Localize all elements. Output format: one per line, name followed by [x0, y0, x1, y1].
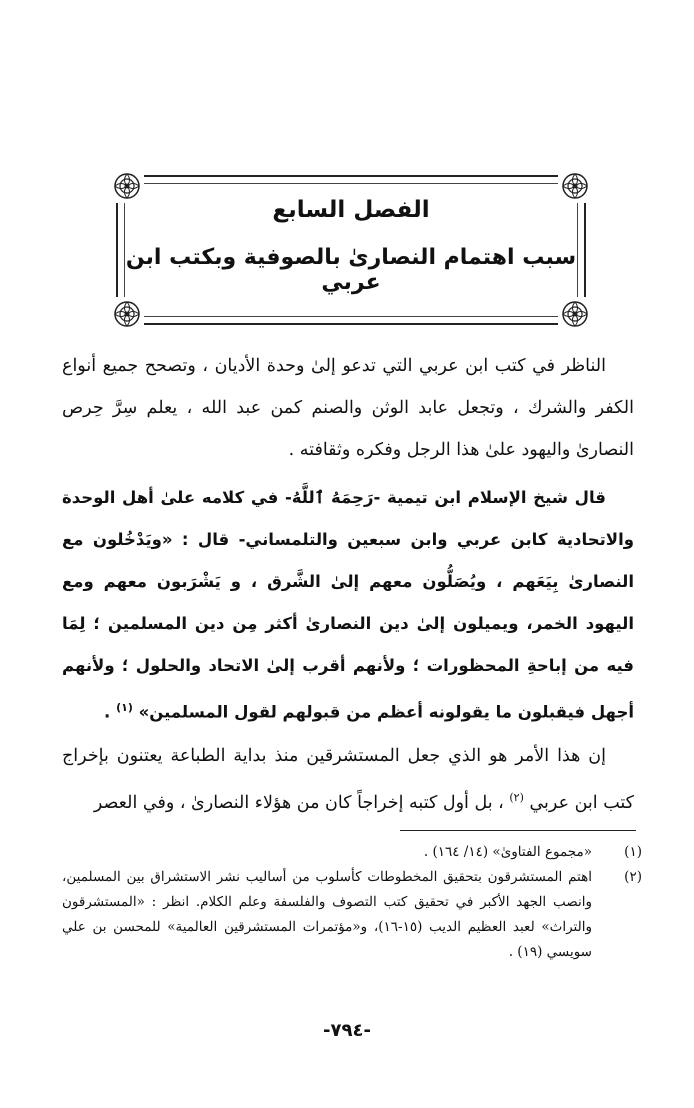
footnote-divider — [400, 830, 636, 831]
text-after-ref: ، بل أول كتبه إخراجاً كان من هؤلاء النصارىٰ ، وفي العصر — [93, 792, 504, 813]
footnote-item — [62, 865, 642, 965]
page-number: -٧٩٤- — [323, 1020, 371, 1041]
corner-ornament-icon — [110, 297, 144, 331]
sentence-end: . — [104, 702, 111, 722]
chapter-header-frame — [116, 175, 586, 325]
paragraph-text: الناظر في كتب ابن عربي التي تدعو إلىٰ وحدة الأديان ، وتصحح جميع أنواع الكفر والشرك ، وتجعل عابد الوثن والصنم كمن عبد الله ، يعلم سِرَّ حِرص النصارىٰ واليهود علىٰ هذا الرجل وفكره وثقافته . — [62, 356, 634, 460]
footnote-text: «مجموع الفتاوىٰ» (١٤/ ١٦٤) . — [423, 844, 592, 860]
quote-text: قال شيخ الإسلام ابن تيمية -رَحِمَهُ ٱللَّهُ- في كلامه علىٰ أهل الوحدة والاتحادية كابن عربي وابن سبعين والتلمساني- قال : «ويَدْخُلون مع النصارىٰ بِيَعَهم ، ويُصَلُّون معهم إلىٰ الشَّرق ، و يَشْرَبون معهم ومع اليهود الخمر، ويميلون إلىٰ دين النصارىٰ أكثر مِن دين المسلمين ؛ لِمَا فيه من إباحةِ المحظورات ؛ ولأنهم أقرب إلىٰ الاتحاد والحلول ؛ ولأنهم أجهل فيقبلون ما يقولونه أعظم من قبولهم لقول المسلمين» — [62, 488, 634, 722]
footnotes — [62, 840, 642, 965]
corner-ornament-icon — [558, 297, 592, 331]
chapter-number-heading: الفصل السابع — [272, 197, 430, 223]
chapter-title-heading: سبب اهتمام النصارىٰ بالصوفية وبكتب ابن عربي — [125, 245, 577, 295]
footnote-text: اهتم المستشرقون بتحقيق المخطوطات كأسلوب من أساليب نشر الاستشراق بين المسلمين، وانصب الجهد الأكبر في تحقيق كتب التصوف والفلسفة وعلم الكلام. انظر : «المستشرقون والتراث» لعبد العظيم الديب (١٥-١٦)، و«مؤتمرات المستشرقين العالمية» للمحسن بن علي سويسي (١٩) . — [62, 869, 592, 960]
paragraph-intro — [62, 345, 634, 471]
paragraph-orientalists — [62, 735, 634, 824]
paragraph-text — [62, 735, 634, 824]
paragraph-quote-ibn-taymiyyah — [62, 477, 634, 734]
footnote-reference: (٢) — [509, 791, 524, 804]
footnote-number: (٢) — [624, 869, 642, 885]
paragraph-text — [62, 477, 634, 734]
footnote-reference: (١) — [116, 701, 133, 714]
footnote-item — [62, 840, 642, 865]
text-before-ref: إن هذا الأمر هو الذي جعل المستشرقين منذ بداية الطباعة يعتنون بإخراج كتب ابن عربي — [62, 746, 634, 813]
footnote-number: (١) — [624, 844, 642, 860]
